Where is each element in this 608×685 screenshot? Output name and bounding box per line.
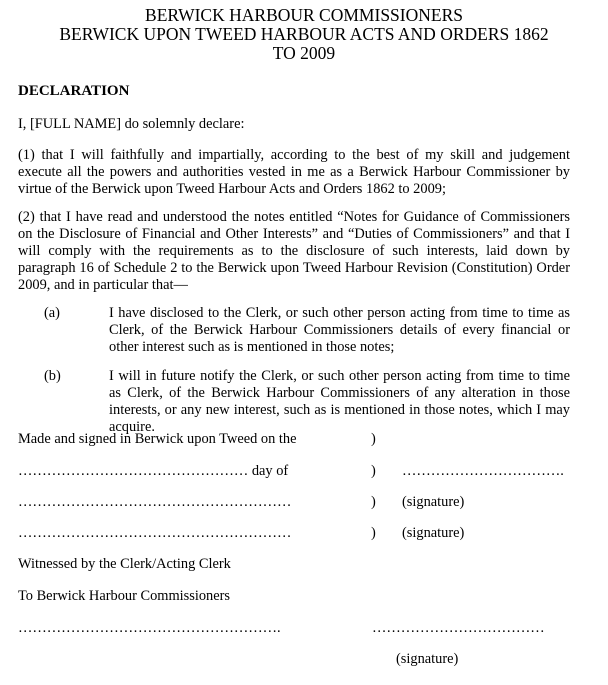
bracket-4: ) (371, 525, 376, 541)
bracket-1: ) (371, 431, 376, 447)
witness-signature-label: (signature) (396, 651, 459, 667)
witnessed-label: Witnessed by the Clerk/Acting Clerk (18, 556, 231, 572)
header-title-line2: BERWICK UPON TWEED HARBOUR ACTS AND ORDERS 1862 (59, 24, 549, 44)
header-title-line3: TO 2009 (272, 43, 336, 63)
declaration-intro: I, [FULL NAME] do solemnly declare: (18, 116, 245, 132)
declaration-paragraph-2: (2) that I have read and understood the notes entitled “Notes for Guidance of Commissioners on the Disclosure of Financial and Other Interests” and “Duties of Commissioners” and that I will comply with the requirements as to the disclosure of such interests, laid down by paragraph 16 of Schedule 2 to the Berwick upon Tweed Harbour Revision (Constitution) Order 2009, and in particular that— (18, 209, 570, 293)
signature-label-1: (signature) (402, 494, 465, 510)
item-b-text: I will in future notify the Clerk, or such other person acting from time to time as Clerk, of the Berwick Harbour Commissioners of any alteration in those interests, or any new interest, such as is mentioned in those notes, which I may acquire. (109, 368, 570, 435)
bracket-2: ) (371, 463, 376, 479)
date-line: ……………………………. (402, 463, 564, 479)
item-a-text: I have disclosed to the Clerk, or such other person acting from time to time as Clerk, of the Berwick Harbour Commissioners details of every financial or other interest such as is mentioned in those notes; (109, 305, 570, 355)
witness-line: ………………………………………………. (18, 620, 281, 636)
header-title-line1: BERWICK HARBOUR COMMISSIONERS (145, 5, 463, 25)
signature-line-1: ………………………………………………… (18, 494, 292, 510)
witness-signature-line: ……………………………… (372, 620, 545, 636)
signature-label-2: (signature) (402, 525, 465, 541)
bracket-3: ) (371, 494, 376, 510)
made-signed-label: Made and signed in Berwick upon Tweed on the (18, 431, 297, 447)
item-a-letter: (a) (44, 305, 60, 321)
declaration-heading: DECLARATION (18, 83, 130, 99)
day-of-line: ………………………………………… day of (18, 463, 289, 479)
declaration-paragraph-1: (1) that I will faithfully and impartially, according to the best of my skill and judgement execute all the powers and authorities vested in me as a Berwick Harbour Commissioner by virtue of the Berwick upon Tweed Harbour Acts and Orders 1862 to 2009; (18, 147, 570, 197)
signature-line-2: ………………………………………………… (18, 525, 292, 541)
item-b-letter: (b) (44, 368, 61, 384)
to-commissioners-label: To Berwick Harbour Commissioners (18, 588, 231, 604)
